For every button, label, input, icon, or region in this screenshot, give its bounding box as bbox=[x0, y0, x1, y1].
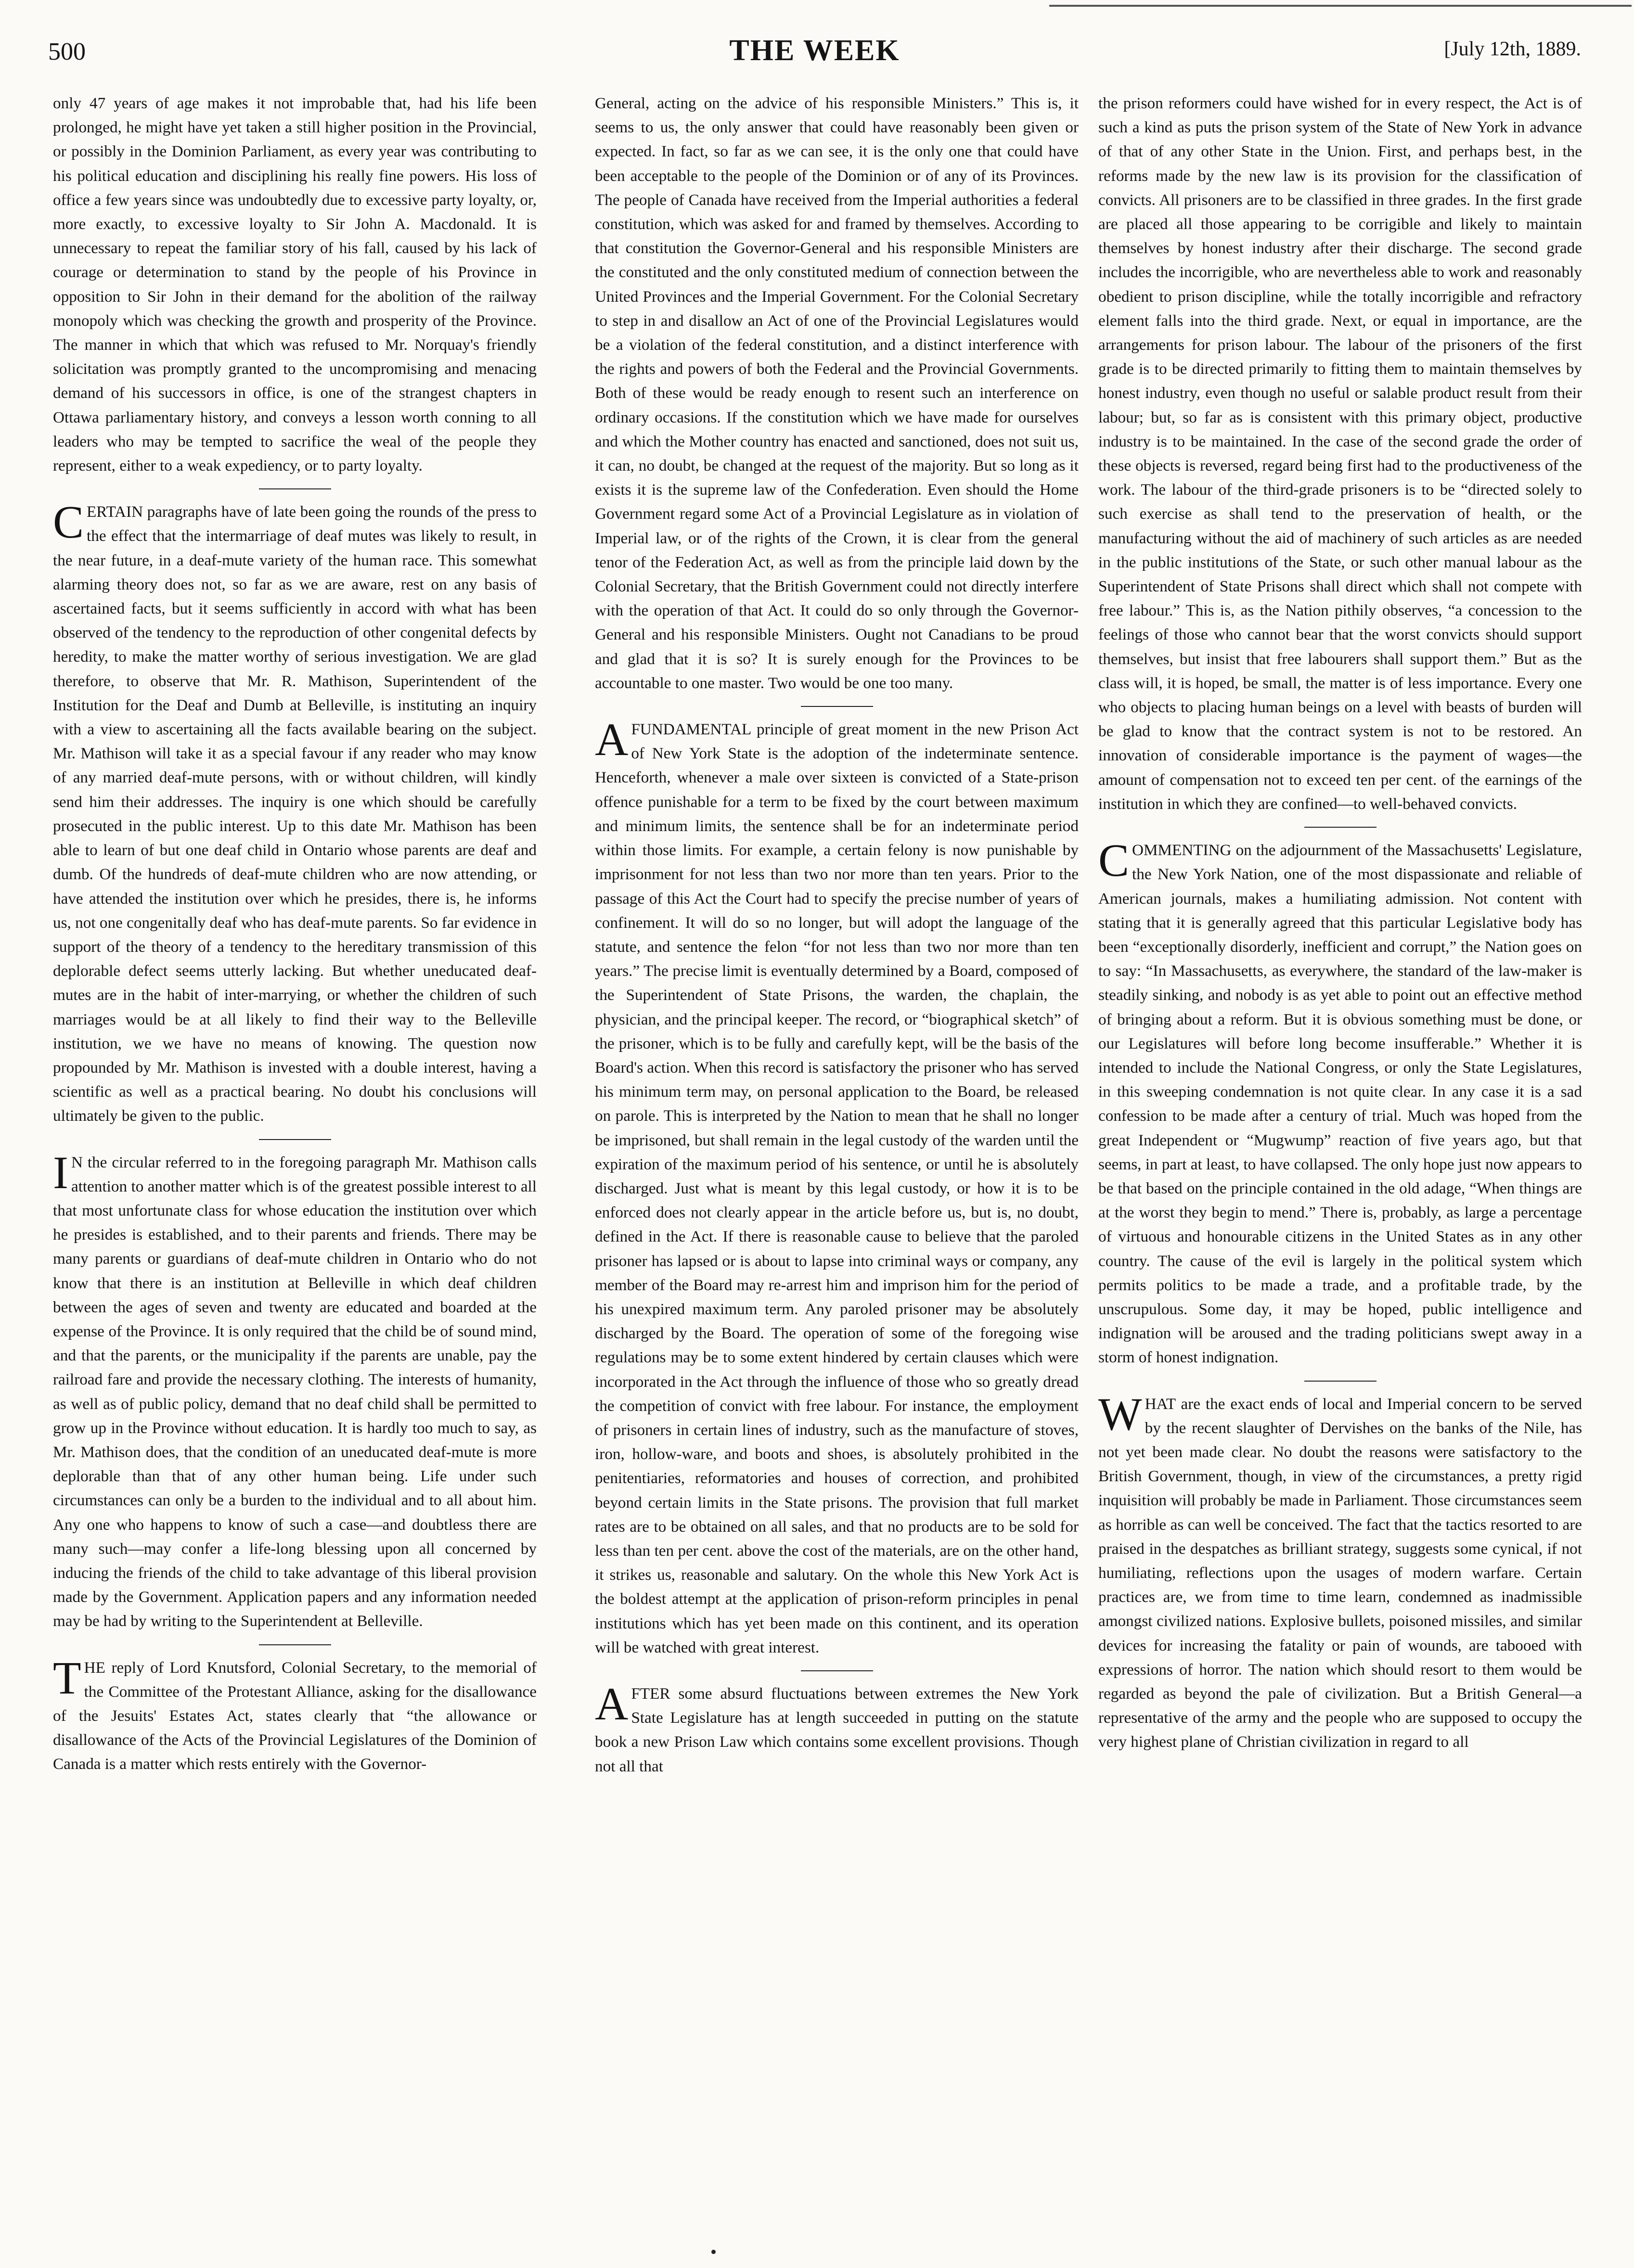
article-body: AFTER some absurd fluctuations between extremes the New York State Legislature has at length succeeded in putting on the statute book a new Prison Law which contains some excellent provisions. Though not all that bbox=[595, 1678, 1079, 1775]
article-continued-prison-law: the prison reformers could have wished for in every respect, the Act is of such a kind as puts the prison system of the State of New York in advance of that of any other State in the Union. First, and perhaps best, in the reforms made by the new law is its provision for the classification of convicts. All prisoners are to be classified in three grades. In the first grade are placed all those appearing to be corrigible and likely to maintain themselves by honest industry after their discharge. The second grade includes the incorrigible, who are nevertheless able to work and reasonably obedient to prison discipline, while the totally incorrigible and refractory element falls into the third grade. Next, or equal in importance, are the arrangements for prison labour. The labour of the prisoners of the first grade is to be directed primarily to fitting them to maintain themselves by honest industry, even though no useful or salable product result from their labour; but, so far as is consistent with this primary object, productive industry is to be maintained. In the case of the second grade the order of these objects is reversed, regard being first had to the productiveness of the work. The labour of the third-grade prisoners is to be “directed solely to such exercise as shall tend to the preservation of health, or the manufacturing without the aid of machinery of such articles as are needed in the public institutions of the State, or such other manual labour as the Superintendent of State Prisons shall direct which shall not compete with free labour.” This is, as the Nation pithily observes, “a concession to the feelings of those who cannot bear that the worst convicts should support themselves, but insist that free labourers shall support them.” But as the class will, it is hoped, be small, the matter is of less importance. Every one who objects to placing human beings on a level with beasts of burden will be glad to know that the contract system is not to be restored. An innovation of considerable importance is the payment of wages—the amount of compensation not to exceed ten per cent. of the earnings of the institution in which they are confined—to well-behaved convicts. bbox=[1098, 94, 1582, 813]
article-indeterminate-sentence bbox=[595, 714, 1079, 1660]
article-continued-norquay: only 47 years of age makes it not improbable that, had his life been prolonged, he might have yet taken a still higher position in the Provincial, or possibly in the Dominion Parliament, as every year was contributing to his political education and disciplining his really fine powers. His loss of office a few years since was undoubtedly due to excessive party loyalty, or, more exactly, to excessive loyalty to Sir John A. Macdonald. It is unnecessary to repeat the familiar story of his fall, caused by his lack of courage or determination to stand by the people of his Province in opposition to Sir John in their demand for the abolition of the railway monopoly which was checking the growth and prosperity of the Province. The manner in which that which was refused to Mr. Norquay's friendly solicitation was promptly granted to the uncompromising and menacing demand of his successors in office, is one of the strangest chapters in Ottawa parliamentary history, and conveys a lesson worth conning to all leaders who may be tempted to sacrifice the weal of the people they represent, either to a weak expediency, or to party loyalty. bbox=[53, 94, 537, 475]
footer-dot bbox=[711, 2250, 716, 2254]
top-rule bbox=[1049, 5, 1632, 7]
article-knutsford-reply bbox=[53, 1652, 537, 1777]
article-dervishes bbox=[1098, 1388, 1582, 1755]
article-body: IN the circular referred to in the foregoing paragraph Mr. Mathison calls attention to another matter which is of the greatest possible interest to all that most unfortunate class for whose education the institution over which he presides is established, and to their parents and friends. There may be many parents or guardians of deaf-mute children in Ontario who do not know that there is an institution at Belleville in which deaf children between the ages of seven and twenty are educated and boarded at the expense of the Province. It is only required that the child be of sound mind, and that the parents, or the municipality if the parents are unable, pay the railroad fare and provide the necessary clothing. The interests of humanity, as well as of public policy, demand that no deaf child shall be permitted to grow up in the Province without education. It is hardly too much to say, as Mr. Mathison does, that the condition of an uneducated deaf-mute is more deplorable than that of any other human being. Life under such circumstances can only be a burden to the individual and to all about him. Any one who happens to know of such a case—and doubtless there are many such—may confer a life-long blessing upon all concerned by inducing the friends of the child to take advantage of this liberal provision made by the Government. Application papers and any information needed may be had by writing to the Superintendent at Belleville. bbox=[53, 1146, 537, 1630]
article-divider bbox=[1304, 827, 1377, 828]
article-divider bbox=[259, 1644, 331, 1645]
article-body: COMMENTING on the adjournment of the Massachusetts' Legislature, the New York Nation, one of the most dispassionate and reliable of American journals, makes a humiliating admission. Not content with stating that it is generally agreed that this particular Legislative body has been “exceptionally disorderly, inefficient and corrupt,” the Nation goes on to say: “In Massachusetts, as everywhere, the standard of the law-maker is steadily sinking, and nobody is as yet able to point out an effective method of bringing about a reform. But it is obvious something must be done, or our Legislatures will before long become insufferable.” Whether it is intended to include the National Congress, or only the State Legislatures, in this sweeping condemnation is not quite clear. In any case it is a sad confession to be made after a century of trial. Much was hoped from the great Independent or “Mugwump” reaction of five years ago, but that seems, in part at least, to have collapsed. The only hope just now appears to be that based on the principle contained in the old adage, “When things are at the worst they begin to mend.” There is, probably, as large a percentage of virtuous and honourable citizens in the United States as in any other country. The cause of the evil is largely in the political system which permits politics to be made a trade, and a profitable trade, by the unscrupulous. Some day, it may be hoped, public intelligence and indignation will be aroused and the trading politicians swept away in a storm of honest indignation. bbox=[1098, 834, 1582, 1367]
article-divider bbox=[259, 488, 331, 489]
article-divider bbox=[801, 1670, 873, 1671]
issue-date: [July 12th, 1889. bbox=[1444, 38, 1581, 60]
column-1 bbox=[53, 91, 537, 2233]
article-prison-law bbox=[595, 1678, 1079, 1779]
article-divider bbox=[1304, 1381, 1377, 1382]
column-3 bbox=[1098, 91, 1582, 2233]
article-deaf-mutes bbox=[53, 496, 537, 1128]
article-belleville-circular bbox=[53, 1146, 537, 1634]
article-continued-knutsford: General, acting on the advice of his responsible Ministers.” This is, it seems to us, the only answer that could have reasonably been given or expected. In fact, so far as we can see, it is the only one that could have been acceptable to the people of the Dominion or of any of its Provinces. The people of Canada have received from the Imperial authorities a federal constitution, which was asked for and framed by themselves. According to that constitution the Governor-General and his responsible Ministers are the constituted and the only constituted medium of connection between the United Provinces and the Imperial Government. For the Colonial Secretary to step in and disallow an Act of one of the Provincial Legislatures would be a violation of the federal constitution, and a distinct interference with the rights and powers of both the Federal and the Provincial Governments. Both of these would be ready enough to resent such an interference on ordinary occasions. If the constitution which we have made for ourselves and which the Mother country has enacted and sanctioned, does not suit us, it can, no doubt, be changed at the request of the majority. But so long as it exists it is the supreme law of the Confederation. Even should the Home Government regard some Act of a Provincial Legislature as in violation of Imperial law, or of the rights of the Crown, it is clear from the general tenor of the Federation Act, as well as from the principle laid down by the Colonial Secretary, that the British Government could not directly interfere with the operation of that Act. It could do so only through the Governor-General and his responsible Ministers. Ought not Canadians to be proud and glad that it is so? It is surely enough for the Provinces to be accountable to one master. Two would be one too many. bbox=[595, 94, 1079, 692]
article-body: CERTAIN paragraphs have of late been going the rounds of the press to the effect that the intermarriage of deaf mutes was likely to result, in the near future, in a deaf-mute variety of the human race. This somewhat alarming theory does not, so far as we are aware, rest on any basis of ascertained facts, but it seems sufficiently in accord with what has been observed of the tendency to the reproduction of other congenital defects by heredity, to make the matter worthy of serious investigation. We are glad therefore, to observe that Mr. R. Mathison, Superintendent of the Institution for the Deaf and Dumb at Belleville, is instituting an inquiry with a view to ascertaining all the facts available bearing on the subject. Mr. Mathison will take it as a special favour if any reader who may know of any married deaf-mute persons, with or without children, will kindly send him their addresses. The inquiry is one which should be carefully prosecuted in the public interest. Up to this date Mr. Mathison has been able to learn of but one deaf child in Ontario whose parents are deaf and dumb. Of the hundreds of deaf-mute children who are now attending, or have attended the institution over which he presides, there is, he informs us, not one congenitally deaf who has deaf-mute parents. So far evidence in support of the theory of a tendency to the hereditary transmission of this deplorable defect seems utterly lacking. But whether uneducated deaf-mutes are in the habit of inter-marrying, or whether the children of such marriages would be at all likely to find their way to the Belleville institution, we we have no means of knowing. The question now propounded by Mr. Mathison is invested with a double interest, having a scientific as well as a practical bearing. No doubt his conclusions will ultimately be given to the public. bbox=[53, 496, 537, 1125]
article-massachusetts-legislature bbox=[1098, 834, 1582, 1370]
masthead-title: THE WEEK bbox=[729, 34, 900, 67]
article-divider bbox=[259, 1139, 331, 1140]
article-body: THE reply of Lord Knutsford, Colonial Secretary, to the memorial of the Committee of the Protestant Alliance, asking for the disallowance of the Jesuits' Estates Act, states clearly that “the allowance or disallowance of the Acts of the Provincial Legislatures of the Dominion of Canada is a matter which rests entirely with the Governor- bbox=[53, 1652, 537, 1773]
column-2 bbox=[595, 91, 1079, 2233]
page-number: 500 bbox=[48, 38, 86, 65]
article-body: AFUNDAMENTAL principle of great moment in the new Prison Act of New York State is the adoption of the indeterminate sentence. Henceforth, whenever a male over sixteen is convicted of a State-prison offence punishable for a term to be fixed by the court between maximum and minimum limits, the sentence shall be for an indeterminate period within those limits. For example, a certain felony is now punishable by imprisonment for not less than two nor more than ten years. Prior to the passage of this Act the Court had to specify the precise number of years of confinement. It will do so no longer, but will adopt the language of the statute, and sentence the felon “for not less than two nor more than ten years.” The precise limit is eventually determined by a Board, composed of the Superintendent of State Prisons, the warden, the chaplain, the physician, and the principal keeper. The record, or “biographical sketch” of the prisoner, which is to be fully and carefully kept, will be the basis of the Board's action. When this record is satisfactory the prisoner who has served his minimum term may, on personal application to the Board, be released on parole. This is interpreted by the Nation to mean that he shall no longer be imprisoned, but shall remain in the legal custody of the warden until the expiration of the maximum period of his sentence, or until he is absolutely discharged. Just what is meant by this legal custody, or how it is to be enforced does not clearly appear in the article before us, but is, no doubt, defined in the Act. If there is reasonable cause to believe that the paroled prisoner has lapsed or is about to lapse into criminal ways or company, any member of the Board may re-arrest him and imprison him for the period of his unexpired maximum term. Any paroled prisoner may be absolutely discharged by the Board. The operation of some of the foregoing wise regulations may be to some extent hindered by certain clauses which were incorporated in the Act through the influence of those who so greatly dread the competition of convict with free labour. For instance, the employment of prisoners in certain lines of industry, such as the manufacture of stoves, iron, hollow-ware, and boots and shoes, is absolutely prohibited in the penitentiaries, reformatories and houses of correction, and prohibited beyond certain limits in the State prisons. The provision that full market rates are to be obtained on all sales, and that no products are to be sold for less than ten per cent. above the cost of the materials, are on the other hand, it strikes us, reasonable and salutary. On the whole this New York Act is the boldest attempt at the application of prison-reform principles in penal institutions which has yet been made on this continent, and its operation will be watched with great interest. bbox=[595, 714, 1079, 1656]
article-divider bbox=[801, 706, 873, 707]
article-body: WHAT are the exact ends of local and Imperial concern to be served by the recent slaughter of Dervishes on the banks of the Nile, has not yet been made clear. No doubt the reasons were satisfactory to the British Government, though, in view of the circumstances, a pretty rigid inquisition will probably be made in Parliament. Those circumstances seem as horrible as can well be conceived. The fact that the tactics resorted to are praised in the despatches as brilliant strategy, suggests some cynical, if not humiliating, reflections upon the usages of modern warfare. Certain practices are, we from time to time learn, condemned as inadmissible amongst civilized nations. Explosive bullets, poisoned missiles, and similar devices for increasing the fatality or pain of wounds, are tabooed with expressions of horror. The nation which should resort to them would be regarded as beyond the pale of civilization. But a British General—a representative of the army and the people who are supposed to occupy the very highest plane of Christian civilization in regard to all bbox=[1098, 1388, 1582, 1751]
page-header bbox=[48, 34, 1581, 95]
